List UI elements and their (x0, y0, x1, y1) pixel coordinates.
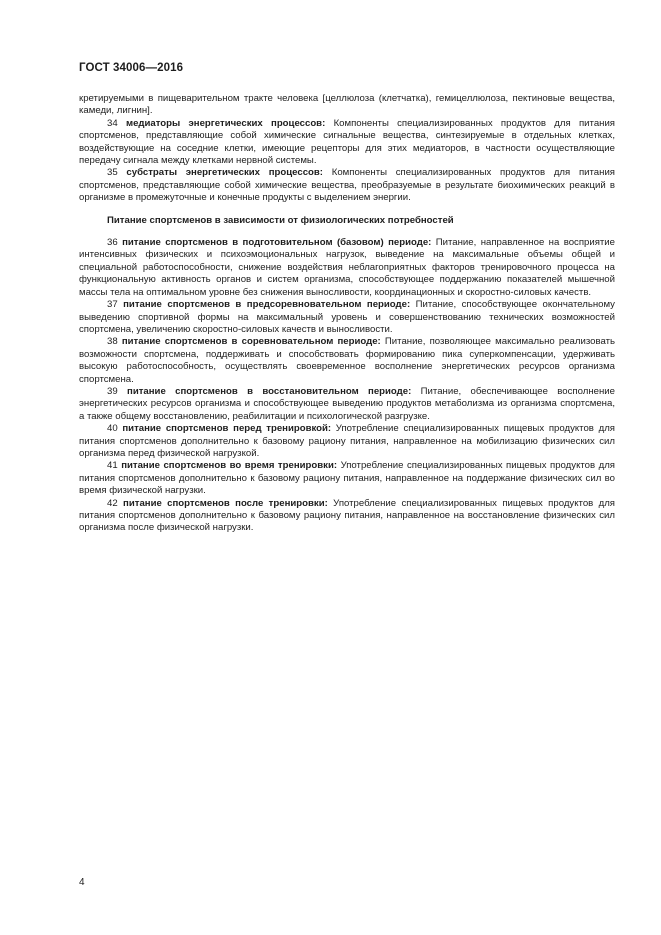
definition-text: Употребление специализированных пищевых продуктов для питания спортсменов дополнительно к базовому рациону питания, направленное на восстановление физических сил организма после физической нагрузки. (79, 497, 616, 534)
definition-number: 39 (107, 385, 128, 397)
definition-term: питание спортсменов перед тренировкой: (122, 423, 332, 435)
definition-term: медиаторы энергетических процессов: (125, 117, 326, 129)
definition-40 (79, 423, 615, 460)
paragraph-continuation (79, 93, 615, 118)
definition-text: Питание, способствующее окончательному выведению спортивной формы на максимальный уровень и совершенствованию технических возможностей спортсмена, увеличению скоростно-силовых качеств и выносливости. (79, 299, 615, 335)
definition-term: питание спортсменов после тренировки: (123, 497, 328, 509)
definition-number: 41 (107, 460, 122, 472)
section-subheading: Питание спортсменов в зависимости от физиологических потребностей (107, 214, 454, 226)
paragraph-text: кретируемыми в пищеварительном тракте человека [целлюлоза (клетчатка), гемицеллюлоза, пектиновые вещества, камеди, лигнин]. (79, 93, 615, 117)
definition-text: Компоненты специализированных продуктов для питания спортсменов, представляющие собой химические вещества, преобразуемые в результате биохимических реакций в организме в промежуточные и конечные продукты с выделением энергии. (79, 167, 615, 204)
document-body (79, 93, 615, 535)
document-header: ГОСТ 34006—2016 (79, 62, 184, 74)
definition-35 (79, 167, 615, 204)
definition-number: 35 (107, 167, 127, 179)
page-number: 4 (79, 877, 85, 888)
definition-42 (79, 498, 615, 535)
definition-term: питание спортсменов в подготовительном (базовом) периоде: (122, 237, 432, 249)
definition-term: субстраты энергетических процессов: (126, 167, 323, 179)
definition-text: Питание, направленное на восприятие интенсивных физических и психоэмоциональных нагрузок, выведение на максимальные объемы общей и специальной работоспособности, снижение воздействия неблагоприятных факторов тренировочного процесса на функциональную активность органов и систем организма, способствующее поддержанию показателей мышечной массы тела на оптимальном уровне без снижения выносливости, координационных и скоростно-силовых качеств. (79, 237, 616, 298)
definition-number: 36 (107, 237, 123, 249)
definition-term: питание спортсменов в предсоревновательном периоде: (123, 299, 411, 311)
definition-text: Питание, обеспечивающее восполнение энергетических ресурсов организма и способствующее выведению продуктов метаболизма из организма спортсмена, а также общему восстановлению, реабилитации и психологической разгрузке. (79, 385, 615, 422)
definition-34 (79, 118, 615, 168)
definition-number: 34 (107, 117, 126, 129)
definition-37 (79, 299, 615, 336)
definition-term: питание спортсменов в восстановительном периоде: (127, 385, 412, 397)
definition-number: 42 (107, 497, 124, 509)
definition-36 (79, 237, 615, 299)
definition-text: Употребление специализированных пищевых продуктов для питания спортсменов дополнительно к базовому рациону питания, направленное на мобилизацию физических сил организма перед физической нагрузкой. (79, 423, 615, 459)
definition-text: Питание, позволяющее максимально реализовать возможности спортсмена, поддерживать и способствовать формированию пика суперкомпенсации, удерживать высокую работоспособность, осуществлять своевременное восполнение энергетических ресурсов организма спортсмена. (79, 336, 615, 385)
definition-number: 38 (107, 336, 122, 348)
definition-term: питание спортсменов во время тренировки: (121, 460, 338, 472)
definition-text: Компоненты специализированных продуктов для питания спортсменов, представляющие собой химические сигнальные вещества, синтезируемые в отдельных клетках, воздействующие на соседние клетки, имеющие рецепторы для этих медиаторов, в частности осуществляющие передачу сигнала между клетками нервной системы. (79, 117, 616, 167)
definition-41 (79, 460, 615, 497)
definition-term: питание спортсменов в соревновательном периоде: (121, 336, 381, 348)
definition-38 (79, 336, 615, 386)
definition-text: Употребление специализированных пищевых продуктов для питания спортсменов дополнительно к базовому рациону питания, направленное на поддержание физических сил во время физической нагрузки. (79, 460, 616, 497)
definition-number: 37 (107, 299, 124, 311)
definition-39 (79, 386, 615, 423)
definition-number: 40 (107, 423, 123, 435)
